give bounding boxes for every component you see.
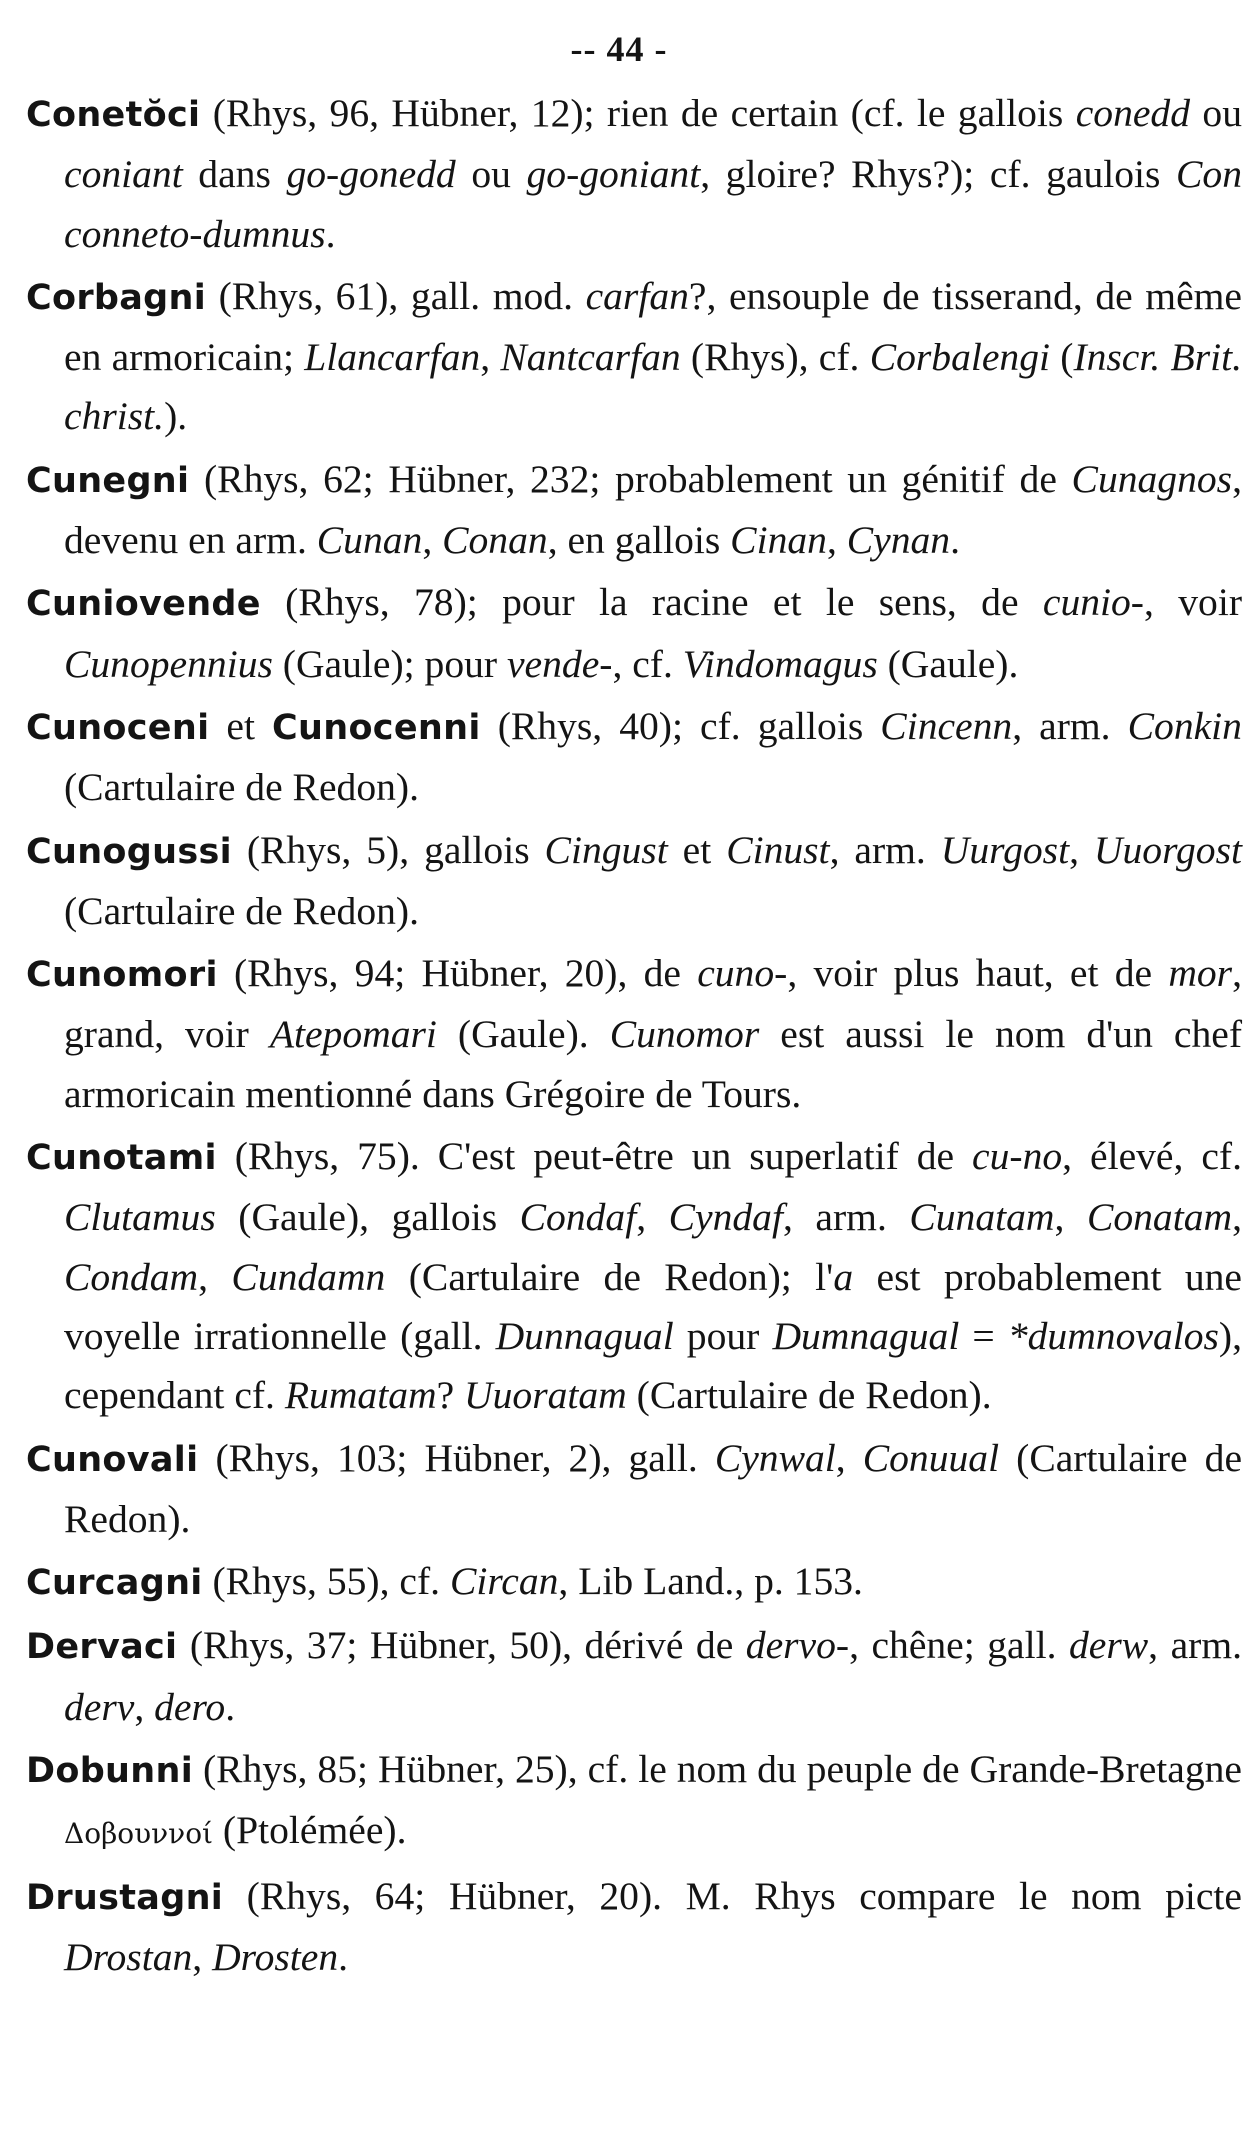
entry-text: , [422,518,443,563]
entry-text: (Rhys, 75). C'est peut-être un superlatif de [216,1134,973,1179]
entry-text: , en gallois [547,518,731,563]
entry-text: (Rhys, 85; Hübner, 25), cf. le nom du peuple de Grande-Bretagne [193,1747,1242,1792]
entry-text: (Cartulaire de Redon). [64,1435,1243,1541]
entry-text: (Rhys, 94; Hübner, 20), de [217,951,698,996]
entry-headword: Cuniovende [26,584,261,625]
italic-term: cunio- [1042,580,1144,625]
entry-list [26,84,1242,1987]
entry-text: . [225,1684,236,1729]
entry-text: , arm. [782,1195,910,1240]
entry-text: (Rhys, 64; Hübner, 20). M. Rhys compare le nom picte [223,1873,1242,1918]
italic-term: Cyndaf [668,1195,783,1240]
italic-term: *dumnovalos [1007,1313,1219,1358]
italic-term: Cunatam [909,1195,1055,1240]
entry-text: , [636,1195,669,1240]
italic-term: Condaf [519,1195,637,1240]
italic-term: Atepomari [269,1012,437,1057]
entry-headword: Dobunni [26,1751,193,1792]
dictionary-entry [26,267,1242,447]
entry-text: (Ptolémée). [213,1808,407,1853]
entry-headword: Cunoceni [26,707,210,748]
italic-term: Conuual [862,1435,1000,1480]
dictionary-entry [26,1127,1242,1425]
dictionary-entry [26,1616,1242,1737]
italic-term: Vindomagus [682,641,878,686]
dictionary-entry [26,1867,1242,1988]
entry-text: (Gaule); pour [272,641,507,686]
dictionary-entry [26,84,1242,264]
entry-text: ou [455,152,527,197]
italic-term: Cynan [846,518,951,563]
italic-term: Uuorgost [1093,827,1242,872]
entry-text: (Rhys, 55), cf. [202,1559,450,1604]
entry-text: , devenu en arm. [64,456,1242,563]
entry-text: , arm. [1148,1623,1242,1668]
entry-text: est probablement une voyelle irrationnelle (gall. [64,1254,1242,1358]
italic-term: Rumatam [284,1373,437,1418]
italic-term: coniant [64,152,183,197]
entry-text: (Rhys, 62; Hübner, 232; probablement un génitif de [189,456,1072,501]
italic-term: Drosten [212,1934,339,1979]
entry-text: . [325,211,336,256]
dictionary-entry [26,821,1242,942]
dictionary-entry [26,944,1242,1124]
entry-text: , voir plus haut, et de [787,951,1169,996]
entry-text: (Rhys, 96, Hübner, 12); rien de certain (cf. le gallois [200,91,1076,135]
italic-term: carfan [585,273,689,318]
dictionary-entry [26,450,1242,571]
entry-text: (Cartulaire de Redon). [64,765,419,810]
entry-text: = [959,1313,1008,1358]
entry-text: (Cartulaire de Redon). [64,888,419,933]
dictionary-entry: Cunoceni et Cunocenni (Rhys, 40); cf. gallois Cincenn, arm. Conkin (Cartulaire de Redon). [26,703,1242,810]
entry-headword: Cunegni [26,460,190,501]
entry-headword: Curcagni [26,1563,203,1604]
entry-text: , cf. [612,641,683,686]
entry-headword-variant: Cunocenni [272,707,481,748]
entry-text: , élevé, cf. [1062,1134,1242,1179]
entry-text: ?, ensouple de tisserand, de même en armoricain; [64,273,1242,380]
page-number: -- 44 - [570,29,668,69]
entry-text: et [667,827,727,872]
entry-text: ? [436,1373,465,1418]
entry-text: (Rhys, 37; Hübner, 50), dérivé de [177,1623,746,1668]
italic-term: conedd [1075,91,1191,135]
italic-term: Dunnagual [495,1313,674,1358]
italic-term: Cunan [316,518,423,563]
entry-text: (Rhys, 78); pour la racine et le sens, de [260,580,1043,625]
entry-text: , [198,1254,232,1299]
italic-term: Con conneto-dumnus [64,152,1243,256]
italic-term: Cinust [726,827,830,872]
entry-text: , chêne; gall. [849,1623,1069,1668]
entry-headword: Cunomori [26,955,218,996]
italic-term: cu-no [972,1134,1063,1179]
italic-term: Drostan [64,1934,193,1979]
italic-term: dero [154,1684,226,1729]
entry-text: , [1232,1195,1242,1240]
italic-term: Cunopennius [64,641,273,686]
italic-term: Conan [442,518,548,563]
entry-text: (Cartulaire de Redon). [626,1373,992,1418]
page [26,28,1242,1987]
entry-text: (Gaule), gallois [215,1195,520,1240]
italic-term: Cundamn [231,1254,386,1299]
entry-text: , [1069,827,1094,872]
entry-headword: Conetŏci [26,95,201,135]
italic-term: Conatam [1086,1195,1233,1240]
entry-headword: Cunogussi [26,831,232,872]
italic-term: Cunagnos [1071,456,1233,501]
entry-headword: Dervaci [26,1627,178,1668]
dictionary-entry [26,1552,1242,1613]
entry-text: (Rhys), cf. [680,335,870,380]
entry-text: (Rhys, 103; Hübner, 2), gall. [198,1435,715,1480]
entry-text: , [826,518,847,563]
entry-text: ou [1190,91,1242,135]
italic-term: Cingust [544,827,668,872]
italic-term: Clutamus [64,1195,216,1240]
italic-term: Inscr. Brit. christ. [64,335,1242,439]
entry-text: , [835,1435,863,1480]
italic-term: dervo- [745,1623,850,1668]
entry-text: ( [1050,335,1074,380]
italic-term: Cynwal [714,1435,836,1480]
italic-term: a [833,1254,854,1299]
entry-text: , grand, voir [64,951,1242,1057]
entry-headword: Cunovali [26,1439,199,1480]
entry-text: (Rhys, 40); cf. gallois [480,703,881,748]
entry-text: est aussi le nom d'un chef armoricain mentionné dans Grégoire de Tours. [64,1012,1243,1116]
dictionary-entry [26,1740,1242,1864]
entry-text: dans [182,152,287,197]
italic-term: Dumnagual [772,1313,960,1358]
entry-text: (Gaule). [436,1012,610,1057]
italic-term: go-gonedd [286,152,456,197]
entry-text: . [338,1934,349,1979]
italic-term: vende- [506,641,613,686]
entry-text: . [950,518,960,563]
italic-term: Llancarfan [304,335,481,380]
entry-text: (Gaule). [877,641,1019,686]
entry-text: , [480,335,501,380]
italic-term: Circan [449,1559,559,1604]
entry-text: (Cartulaire de Redon); l' [385,1254,834,1299]
entry-text: , [1054,1195,1087,1240]
entry-headword: Cunotami [26,1138,217,1179]
entry-text: ). [164,394,188,439]
entry-text: , [134,1684,155,1729]
italic-term: mor [1168,951,1233,996]
italic-term: derw [1069,1623,1149,1668]
italic-term: Cunomor [609,1012,760,1057]
italic-term: cuno- [697,951,788,996]
entry-text: (Rhys, 61), gall. mod. [206,273,586,318]
entry-text: , gloire? Rhys?); cf. gaulois [700,152,1177,197]
entry-text: , [192,1934,213,1979]
italic-term: Corbalengi [869,335,1050,380]
entry-text: , voir [1144,580,1243,625]
entry-headword: Drustagni [26,1877,224,1918]
italic-term: derv [64,1684,135,1729]
italic-term: Cincenn [880,703,1013,748]
dictionary-entry [26,573,1242,694]
dictionary-entry [26,1429,1242,1550]
entry-text: ), cependant cf. [64,1313,1242,1418]
entry-text: , arm. [1012,703,1128,748]
italic-term: Nantcarfan [500,335,681,380]
entry-text: (Rhys, 5), gallois [231,827,545,872]
italic-term: Uurgost [940,827,1070,872]
italic-term: Condam [64,1254,199,1299]
italic-term: Conkin [1127,703,1242,748]
entry-headword: Corbagni [26,277,207,318]
greek-term: Δοβουννοί [64,1817,214,1851]
italic-term: Uuoratam [464,1373,627,1418]
entry-text: , Lib Land., p. 153. [558,1559,863,1604]
entry-text: , arm. [829,827,941,872]
italic-term: go-goniant [526,152,701,197]
entry-text: pour [673,1313,773,1358]
italic-term: Cinan [730,518,827,563]
